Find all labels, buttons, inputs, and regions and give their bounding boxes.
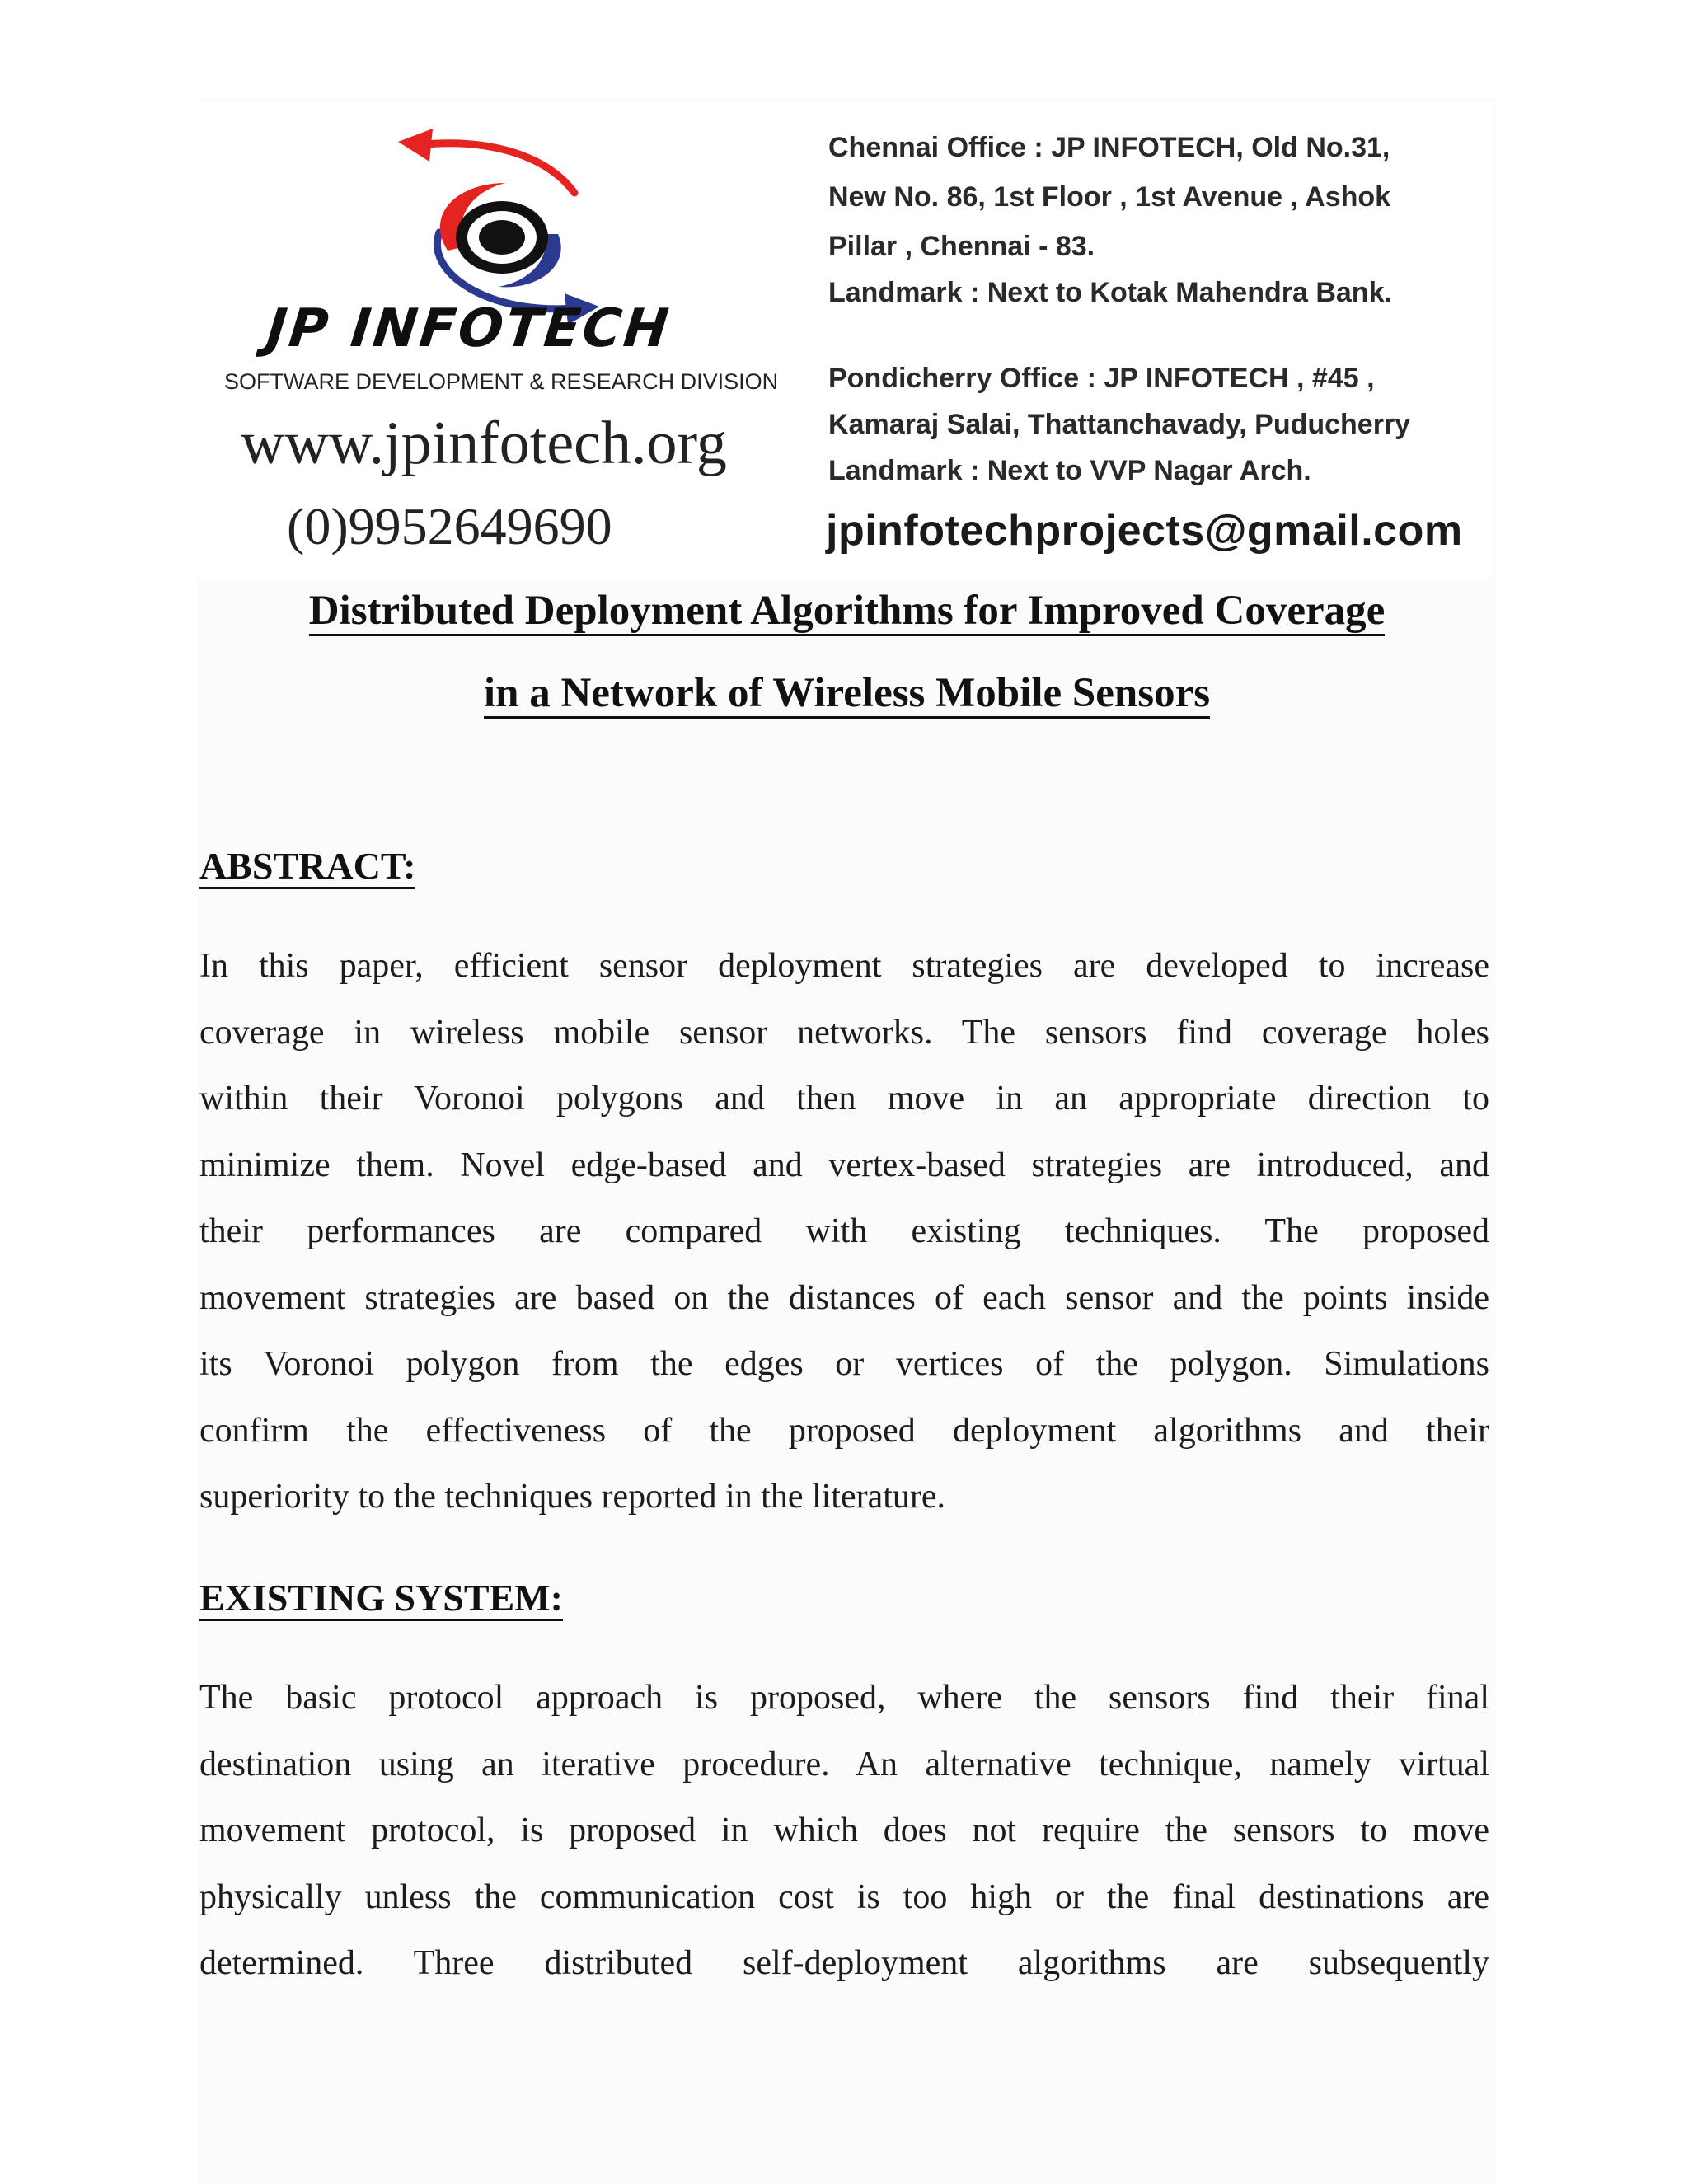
existing-system-paragraph [199, 1665, 1489, 1997]
pondicherry-address-line: Landmark : Next to VVP Nagar Arch. [828, 455, 1311, 486]
pondicherry-address-line: Pondicherry Office : JP INFOTECH , #45 , [828, 363, 1375, 394]
text-line: its Voronoi polygon from the edges or vertices of the polygon. Simulations [199, 1345, 1489, 1383]
heading-text: EXISTING SYSTEM: [199, 1577, 563, 1621]
text-line: coverage in wireless mobile sensor networks. The sensors find coverage holes [199, 1013, 1489, 1052]
text-line: movement protocol, is proposed in which does not require the sensors to move [199, 1811, 1489, 1849]
section-heading-existing-system [199, 1576, 563, 1619]
text-line: destination using an iterative procedure. An alternative technique, namely virtual [199, 1745, 1489, 1783]
text-line: determined. Three distributed self-deployment algorithms are subsequently [199, 1944, 1489, 1982]
text-line: their performances are compared with existing techniques. The proposed [199, 1212, 1489, 1250]
text-line: within their Voronoi polygons and then move in an appropriate direction to [199, 1080, 1489, 1118]
letterhead [198, 101, 1493, 579]
brand-name: JP INFOTECH [264, 298, 674, 359]
text-line: minimize them. Novel edge-based and vertex-based strategies are introduced, and [199, 1146, 1489, 1184]
chennai-address-line: Landmark : Next to Kotak Mahendra Bank. [828, 277, 1392, 308]
document-title-line [198, 669, 1496, 717]
phone-number: (0)9952649690 [287, 497, 612, 555]
document-title-line [198, 587, 1496, 635]
text-line: confirm the effectiveness of the proposed deployment algorithms and their [199, 1411, 1489, 1450]
title-text: in a Network of Wireless Mobile Sensors [484, 670, 1210, 719]
text-line: movement strategies are based on the distances of each sensor and the points inside [199, 1278, 1489, 1317]
section-heading-abstract [199, 844, 415, 888]
text-line: In this paper, efficient sensor deployment strategies are developed to increase [199, 947, 1489, 985]
title-text: Distributed Deployment Algorithms for Improved Coverage [309, 588, 1386, 636]
text-line: superiority to the techniques reported in the literature. [199, 1478, 946, 1516]
chennai-address-line: Chennai Office : JP INFOTECH, Old No.31, [828, 132, 1390, 163]
text-line: The basic protocol approach is proposed, where the sensors find their final [199, 1679, 1489, 1717]
chennai-address-line: Pillar , Chennai - 83. [828, 231, 1095, 262]
heading-text: ABSTRACT: [199, 845, 415, 889]
chennai-address-line: New No. 86, 1st Floor , 1st Avenue , Ashok [828, 181, 1391, 213]
brand-division: SOFTWARE DEVELOPMENT & RESEARCH DIVISION [224, 369, 779, 394]
text-line: physically unless the communication cost is too high or the final destinations are [199, 1877, 1489, 1916]
pondicherry-address-line: Kamaraj Salai, Thattanchavady, Puducherry [828, 409, 1411, 440]
abstract-paragraph [199, 933, 1489, 1530]
website-link[interactable]: www.jpinfotech.org [241, 410, 727, 477]
email-link[interactable]: jpinfotechprojects@gmail.com [826, 507, 1463, 555]
